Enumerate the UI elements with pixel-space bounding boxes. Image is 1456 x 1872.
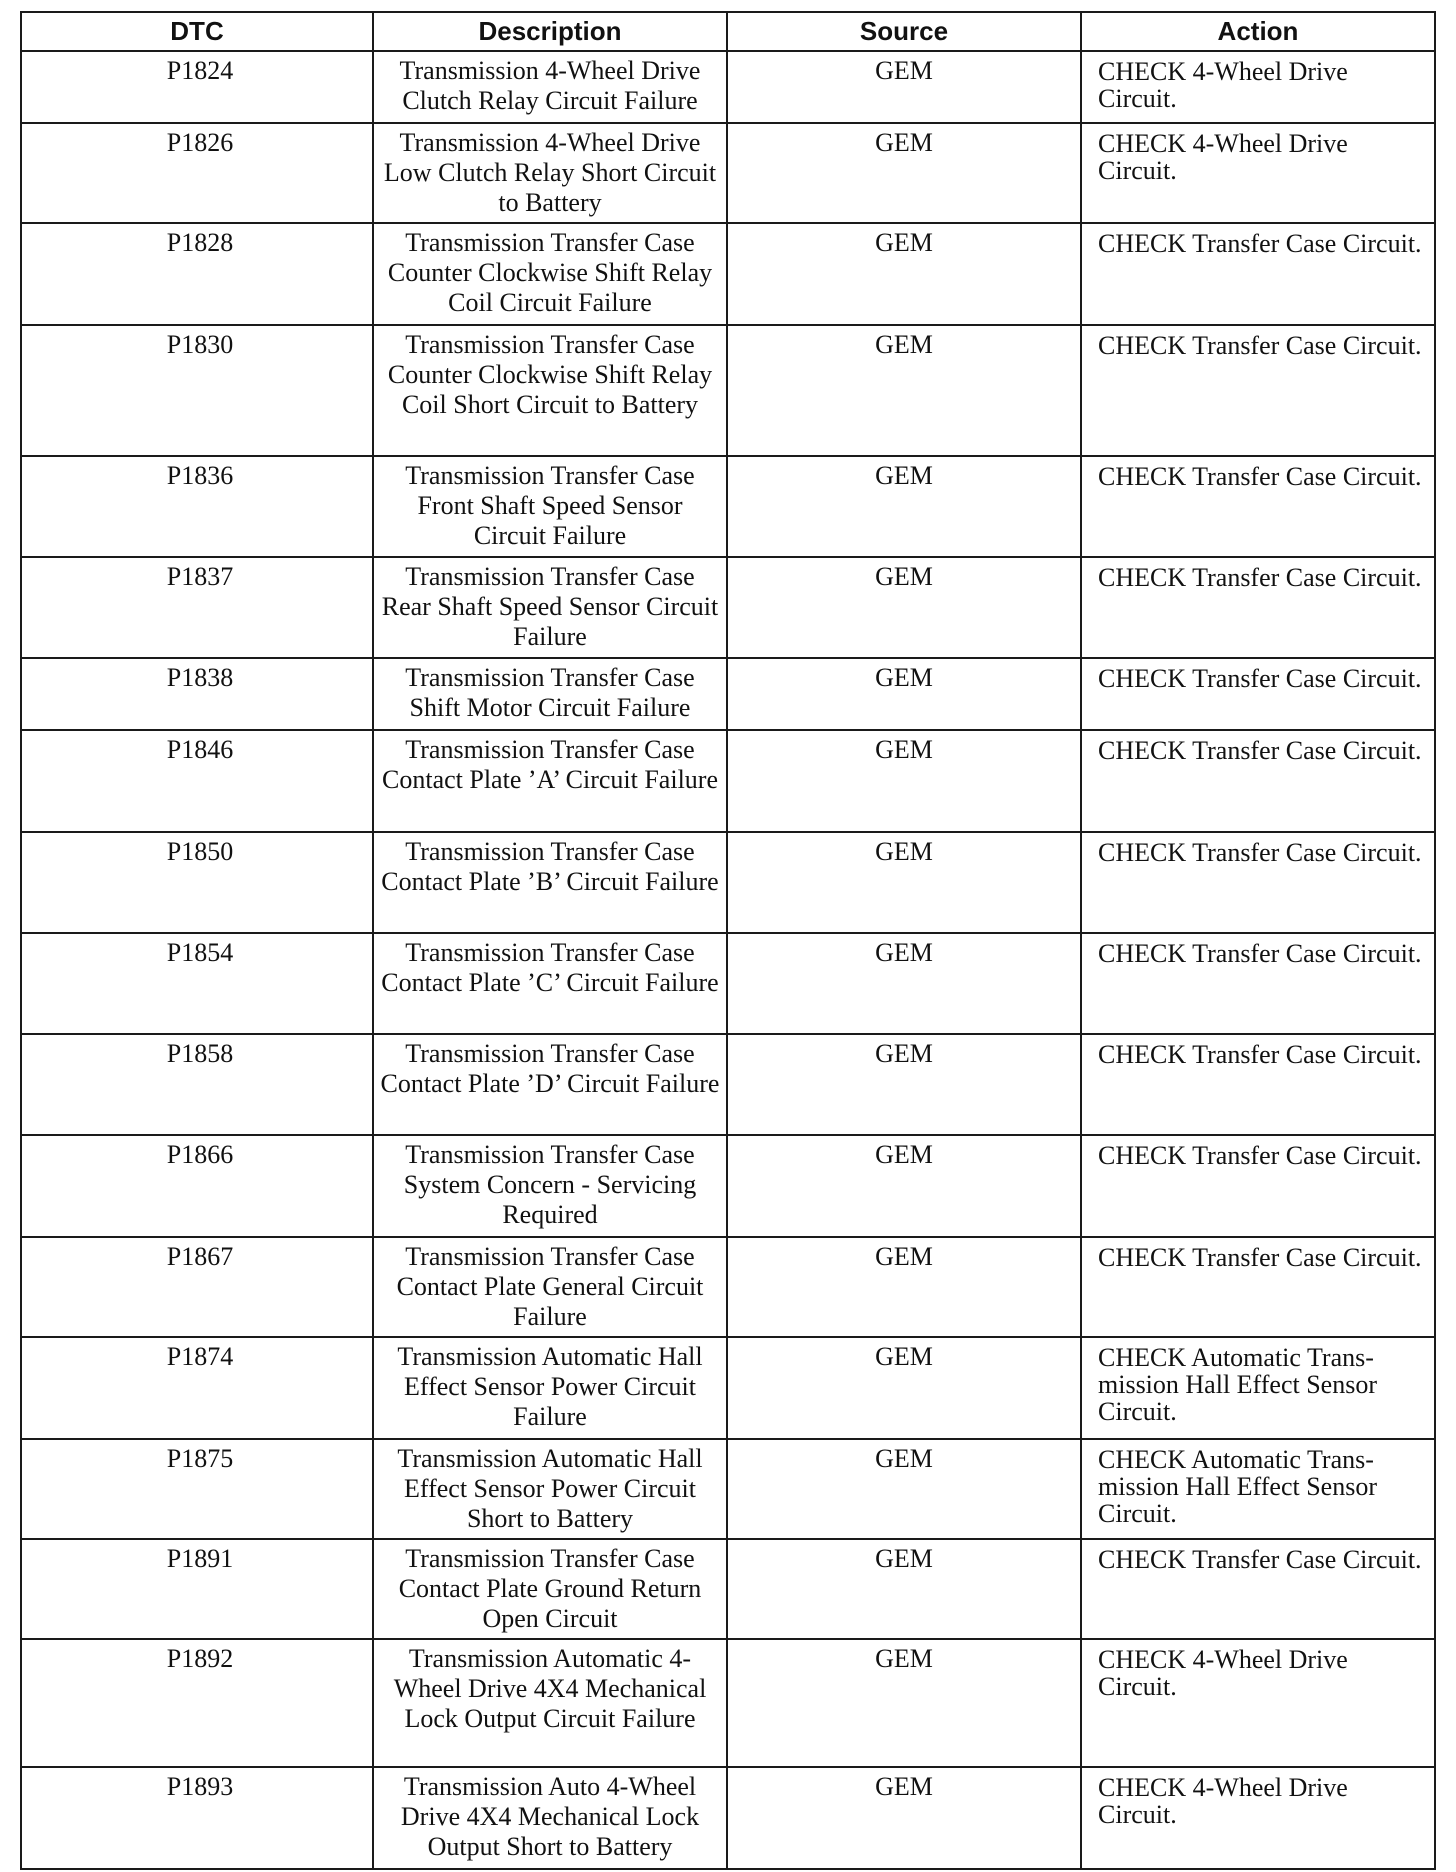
dtc-action: CHECK 4-Wheel Drive Circuit. xyxy=(1081,51,1435,123)
dtc-source: GEM xyxy=(727,832,1081,933)
dtc-source: GEM xyxy=(727,557,1081,658)
dtc-code: P1866 xyxy=(21,1135,373,1237)
dtc-source: GEM xyxy=(727,1539,1081,1639)
table-row xyxy=(21,1439,1435,1539)
dtc-code: P1892 xyxy=(21,1639,373,1767)
table-row xyxy=(21,730,1435,832)
dtc-code: P1893 xyxy=(21,1767,373,1869)
dtc-description: Transmission Transfer Case Contact Plate General Circuit Failure xyxy=(373,1237,727,1337)
dtc-action: CHECK 4-Wheel Drive Circuit. xyxy=(1081,1639,1435,1767)
dtc-source: GEM xyxy=(727,51,1081,123)
dtc-description: Transmission Transfer Case Contact Plate ’D’ Circuit Failure xyxy=(373,1034,727,1135)
dtc-source: GEM xyxy=(727,1135,1081,1237)
dtc-action: CHECK Transfer Case Circuit. xyxy=(1081,325,1435,456)
dtc-action: CHECK Transfer Case Circuit. xyxy=(1081,1034,1435,1135)
dtc-action: CHECK Transfer Case Circuit. xyxy=(1081,1539,1435,1639)
header-action: Action xyxy=(1081,12,1435,51)
table-row xyxy=(21,325,1435,456)
dtc-description: Transmission 4-Wheel Drive Low Clutch Relay Short Circuit to Battery xyxy=(373,123,727,223)
dtc-action: CHECK Transfer Case Circuit. xyxy=(1081,730,1435,832)
table-row xyxy=(21,1135,1435,1237)
dtc-source: GEM xyxy=(727,223,1081,325)
dtc-source: GEM xyxy=(727,1237,1081,1337)
dtc-source: GEM xyxy=(727,1337,1081,1439)
table-row xyxy=(21,658,1435,730)
dtc-code: P1875 xyxy=(21,1439,373,1539)
dtc-code: P1826 xyxy=(21,123,373,223)
dtc-code: P1867 xyxy=(21,1237,373,1337)
dtc-action: CHECK Transfer Case Circuit. xyxy=(1081,557,1435,658)
header-source: Source xyxy=(727,12,1081,51)
dtc-source: GEM xyxy=(727,730,1081,832)
dtc-action: CHECK Transfer Case Circuit. xyxy=(1081,1237,1435,1337)
dtc-source: GEM xyxy=(727,1034,1081,1135)
dtc-description: Transmission Transfer Case Contact Plate ’C’ Circuit Failure xyxy=(373,933,727,1034)
dtc-code: P1824 xyxy=(21,51,373,123)
table-row xyxy=(21,223,1435,325)
dtc-source: GEM xyxy=(727,456,1081,557)
dtc-source: GEM xyxy=(727,933,1081,1034)
dtc-action: CHECK Transfer Case Circuit. xyxy=(1081,832,1435,933)
table-row xyxy=(21,1539,1435,1639)
header-description: Description xyxy=(373,12,727,51)
dtc-description: Transmission Transfer Case Counter Clockwise Shift Relay Coil Short Circuit to Battery xyxy=(373,325,727,456)
dtc-source: GEM xyxy=(727,123,1081,223)
dtc-description: Transmission Auto 4-Wheel Drive 4X4 Mechanical Lock Output Short to Battery xyxy=(373,1767,727,1869)
dtc-code: P1854 xyxy=(21,933,373,1034)
table-row xyxy=(21,51,1435,123)
table-row xyxy=(21,456,1435,557)
header-dtc: DTC xyxy=(21,12,373,51)
dtc-action: CHECK Transfer Case Circuit. xyxy=(1081,658,1435,730)
dtc-description: Transmission Transfer Case Counter Clockwise Shift Relay Coil Circuit Failure xyxy=(373,223,727,325)
dtc-description: Transmission Transfer Case Front Shaft Speed Sensor Circuit Failure xyxy=(373,456,727,557)
dtc-source: GEM xyxy=(727,1439,1081,1539)
dtc-code: P1830 xyxy=(21,325,373,456)
dtc-description: Transmission Transfer Case Contact Plate ’A’ Circuit Failure xyxy=(373,730,727,832)
table-row xyxy=(21,832,1435,933)
dtc-description: Transmission Automatic Hall Effect Sensor Power Circuit Failure xyxy=(373,1337,727,1439)
dtc-code: P1858 xyxy=(21,1034,373,1135)
dtc-code: P1891 xyxy=(21,1539,373,1639)
dtc-source: GEM xyxy=(727,658,1081,730)
dtc-action: CHECK Transfer Case Circuit. xyxy=(1081,456,1435,557)
dtc-action: CHECK Transfer Case Circuit. xyxy=(1081,933,1435,1034)
table-row xyxy=(21,557,1435,658)
dtc-description: Transmission 4-Wheel Drive Clutch Relay Circuit Failure xyxy=(373,51,727,123)
table-row xyxy=(21,1237,1435,1337)
dtc-description: Transmission Automatic Hall Effect Sensor Power Circuit Short to Battery xyxy=(373,1439,727,1539)
dtc-description: Transmission Transfer Case Contact Plate Ground Return Open Circuit xyxy=(373,1539,727,1639)
dtc-action: CHECK Transfer Case Circuit. xyxy=(1081,223,1435,325)
dtc-action: CHECK Transfer Case Circuit. xyxy=(1081,1135,1435,1237)
dtc-code: P1828 xyxy=(21,223,373,325)
dtc-action: CHECK Automatic Trans-mission Hall Effect Sensor Circuit. xyxy=(1081,1337,1435,1439)
dtc-code: P1836 xyxy=(21,456,373,557)
dtc-code: P1837 xyxy=(21,557,373,658)
table-row xyxy=(21,1034,1435,1135)
dtc-code: P1850 xyxy=(21,832,373,933)
dtc-description: Transmission Transfer Case Contact Plate ’B’ Circuit Failure xyxy=(373,832,727,933)
table-row xyxy=(21,1767,1435,1869)
dtc-source: GEM xyxy=(727,1767,1081,1869)
dtc-code: P1874 xyxy=(21,1337,373,1439)
dtc-description: Transmission Automatic 4-Wheel Drive 4X4 Mechanical Lock Output Circuit Failure xyxy=(373,1639,727,1767)
table-row xyxy=(21,1337,1435,1439)
dtc-source: GEM xyxy=(727,1639,1081,1767)
dtc-description: Transmission Transfer Case System Concern - Servicing Required xyxy=(373,1135,727,1237)
table-row xyxy=(21,123,1435,223)
dtc-code: P1838 xyxy=(21,658,373,730)
dtc-action: CHECK 4-Wheel Drive Circuit. xyxy=(1081,123,1435,223)
dtc-description: Transmission Transfer Case Rear Shaft Speed Sensor Circuit Failure xyxy=(373,557,727,658)
dtc-table xyxy=(20,11,1436,1870)
dtc-description: Transmission Transfer Case Shift Motor Circuit Failure xyxy=(373,658,727,730)
dtc-action: CHECK 4-Wheel Drive Circuit. xyxy=(1081,1767,1435,1869)
dtc-source: GEM xyxy=(727,325,1081,456)
dtc-code: P1846 xyxy=(21,730,373,832)
dtc-action: CHECK Automatic Trans-mission Hall Effect Sensor Circuit. xyxy=(1081,1439,1435,1539)
table-row xyxy=(21,1639,1435,1767)
table-row xyxy=(21,933,1435,1034)
header-row xyxy=(21,12,1435,51)
